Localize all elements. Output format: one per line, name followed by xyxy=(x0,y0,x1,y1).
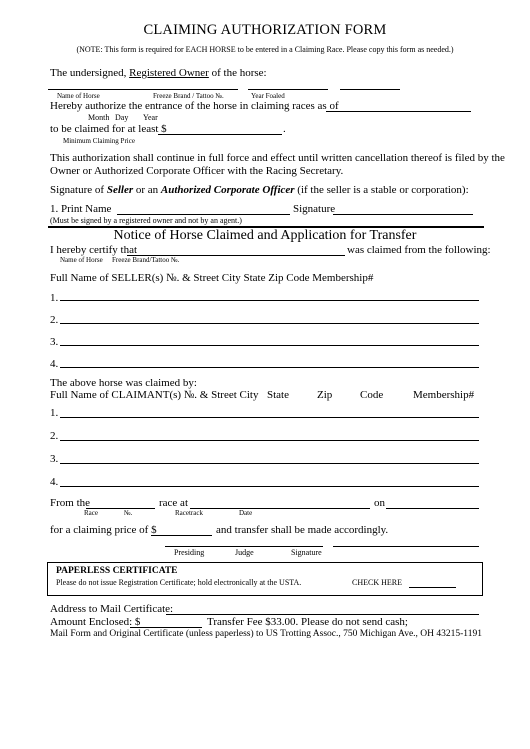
transfer-fee-text: Transfer Fee $33.00. Please do not send cash; xyxy=(207,616,408,628)
year-foaled-line[interactable] xyxy=(340,89,400,90)
undersigned-text xyxy=(50,67,267,79)
label-claimed-horse-name: Name of Horse xyxy=(60,256,103,264)
signature-label: Signature xyxy=(293,203,336,215)
registered-owner-label: Registered Owner xyxy=(129,67,209,79)
claiming-price-prefix: for a claiming price of $ xyxy=(50,524,157,536)
check-here-field[interactable] xyxy=(409,587,456,588)
label-presiding: Presiding xyxy=(174,548,205,557)
paperless-text: Please do not issue Registration Certificate; hold electronically at the USTA. xyxy=(56,578,302,587)
authorization-line-2: Owner or Authorized Corporate Officer with the Racing Secretary. xyxy=(50,165,344,177)
must-be-signed-note: (Must be signed by a registered owner and not by an agent.) xyxy=(50,216,242,225)
label-racetrack: Racetrack xyxy=(175,509,203,517)
certify-suffix: was claimed from the following: xyxy=(347,244,491,256)
label-name-of-horse: Name of Horse xyxy=(57,92,100,100)
seller-header: Full Name of SELLER(s) №. & Street City State Zip Code Membership# xyxy=(50,272,374,284)
sig-or: or an xyxy=(133,184,161,196)
sig-officer: Authorized Corporate Officer xyxy=(160,184,295,196)
signature-instruction xyxy=(50,184,469,196)
min-price-line[interactable] xyxy=(158,134,282,135)
horse-name-line[interactable] xyxy=(48,89,238,90)
mail-address-label: Address to Mail Certificate: xyxy=(50,603,174,615)
seller-row-number: 4. xyxy=(50,358,59,370)
claimant-line-1[interactable] xyxy=(60,417,479,418)
claimant-code: Code xyxy=(360,389,384,401)
authorize-date-line[interactable] xyxy=(326,111,471,112)
from-the-text: From the xyxy=(50,497,91,509)
claimant-header: Full Name of CLAIMANT(s) №. & Street City xyxy=(50,389,259,401)
seller-line-3[interactable] xyxy=(60,345,479,346)
sig-suffix: (if the seller is a stable or corporation): xyxy=(294,184,469,196)
notice-title: Notice of Horse Claimed and Application for Transfer xyxy=(113,228,417,243)
seller-line-1[interactable] xyxy=(60,300,479,301)
label-year-foaled: Year Foaled xyxy=(251,92,285,100)
claimed-by-text: The above horse was claimed by: xyxy=(50,377,197,389)
label-race: Race xyxy=(84,509,98,517)
authorization-line-1: This authorization shall continue in full force and effect until written cancellation thereof is filed by the xyxy=(50,152,505,164)
certify-prefix: I hereby certify that xyxy=(50,244,138,256)
amount-enclosed-line[interactable] xyxy=(130,627,202,628)
form-note: (NOTE: This form is required for EACH HORSE to be entered in a Claiming Race. Please copy this form as needed.) xyxy=(76,45,454,54)
print-name-label: 1. Print Name xyxy=(50,203,112,215)
label-year: Year xyxy=(143,113,158,122)
claimant-line-3[interactable] xyxy=(60,463,479,464)
claimant-row-number: 3. xyxy=(50,453,59,465)
claimant-membership: Membership# xyxy=(413,389,475,401)
label-month: Month xyxy=(88,113,110,122)
label-min-price: Minimum Claiming Price xyxy=(63,137,135,145)
claimant-line-2[interactable] xyxy=(60,440,479,441)
claimant-row-number: 2. xyxy=(50,430,59,442)
label-date: Date xyxy=(239,509,253,517)
mail-form-text: Mail Form and Original Certificate (unless paperless) to US Trotting Assoc., 750 Michigan Ave., OH 43215-1191 xyxy=(50,629,482,639)
presiding-judge-signature-line[interactable] xyxy=(333,546,479,547)
mail-address-line[interactable] xyxy=(166,614,479,615)
hereby-authorize-text: Hereby authorize the entrance of the horse in claiming races as of xyxy=(50,100,339,112)
seller-line-4[interactable] xyxy=(60,367,479,368)
seller-line-2[interactable] xyxy=(60,323,479,324)
seller-row-number: 1. xyxy=(50,292,59,304)
claimant-state: State xyxy=(267,389,289,401)
claimant-row-number: 1. xyxy=(50,407,59,419)
race-at-text: race at xyxy=(159,497,188,509)
label-judge: Judge xyxy=(235,548,254,557)
label-race-no: №. xyxy=(124,509,133,517)
check-here-label: CHECK HERE xyxy=(352,578,402,587)
print-name-line[interactable] xyxy=(117,214,290,215)
seller-row-number: 3. xyxy=(50,336,59,348)
seller-row-number: 2. xyxy=(50,314,59,326)
claimant-row-number: 4. xyxy=(50,476,59,488)
claimant-zip: Zip xyxy=(317,389,333,401)
undersigned-suffix: of the horse: xyxy=(208,67,267,79)
claiming-price-suffix: and transfer shall be made accordingly. xyxy=(216,524,389,536)
presiding-judge-line[interactable] xyxy=(165,546,323,547)
label-judge-signature: Signature xyxy=(291,548,322,557)
on-text: on xyxy=(374,497,385,509)
amount-enclosed-label: Amount Enclosed: $ xyxy=(50,616,141,628)
sig-prefix: Signature of xyxy=(50,184,107,196)
form-title: CLAIMING AUTHORIZATION FORM xyxy=(143,22,387,38)
tattoo-line[interactable] xyxy=(248,89,328,90)
claiming-price-line[interactable] xyxy=(151,535,212,536)
claimed-period: . xyxy=(283,123,286,135)
paperless-title: PAPERLESS CERTIFICATE xyxy=(56,566,178,576)
label-freeze-brand: Freeze Brand / Tattoo №. xyxy=(153,92,224,100)
sig-seller: Seller xyxy=(106,184,134,196)
undersigned-prefix: The undersigned, xyxy=(50,67,130,79)
racetrack-line[interactable] xyxy=(190,508,370,509)
claimed-for-text: to be claimed for at least $ xyxy=(50,123,167,135)
label-day: Day xyxy=(115,113,129,122)
signature-line[interactable] xyxy=(333,214,473,215)
race-date-line[interactable] xyxy=(386,508,479,509)
claimant-line-4[interactable] xyxy=(60,486,479,487)
label-claimed-freeze-brand: Freeze Brand/Tattoo №. xyxy=(112,256,180,264)
